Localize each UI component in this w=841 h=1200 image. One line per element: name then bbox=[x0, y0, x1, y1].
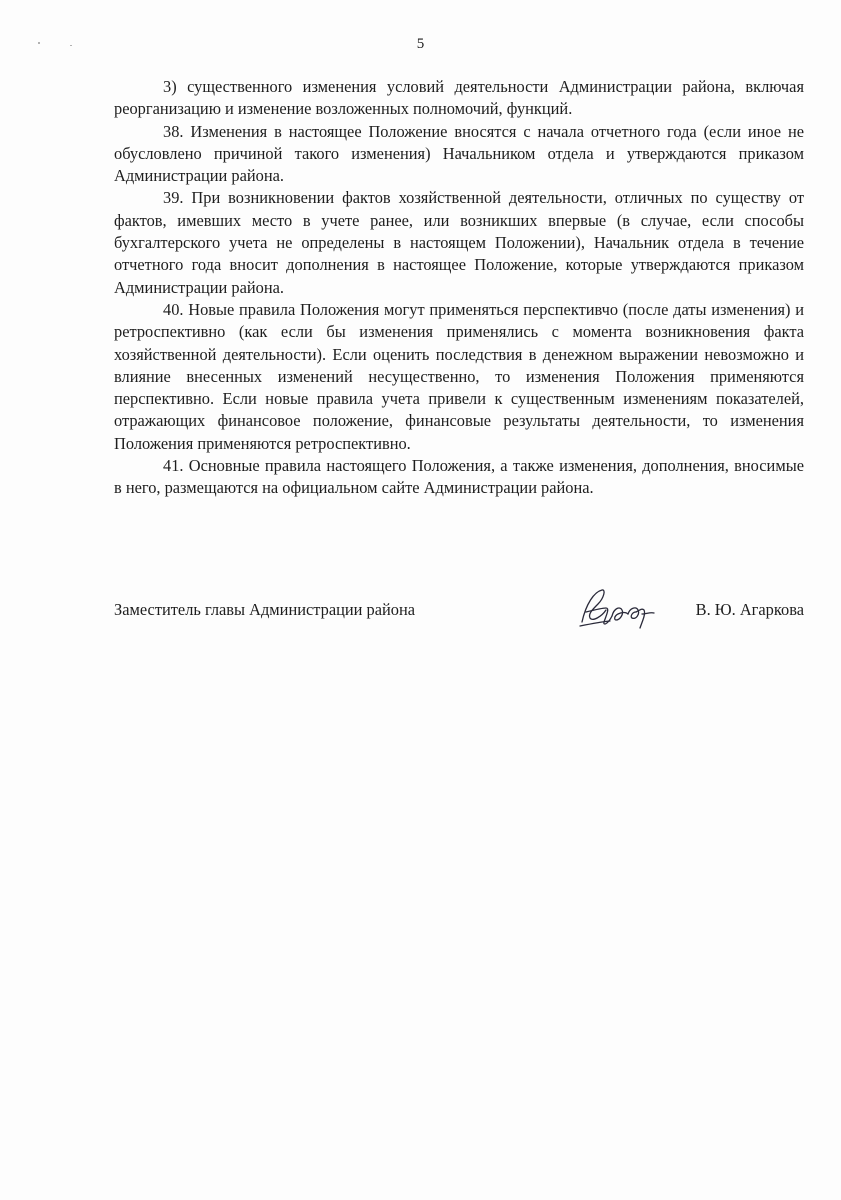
signature-block bbox=[114, 582, 804, 638]
paragraph-item-3: 3) существенного изменения условий деятельности Администрации района, включая реорганизацию и изменение возложенных полномочий, функций. bbox=[114, 77, 804, 119]
paragraph-40: 40. Новые правила Положения могут применяться перспективчо (после даты изменения) и ретроспективно (как если бы изменения применялись с момента возникновения факта хозяйственной деятельности). Если оценить последствия в денежном выражении невозможно и влияние внесенных изменений несущественно, то изменения Положения применяются перспективно. Если новые правила учета привели к существенным изменениям показателей, отражающих финансовое положение, финансовые результаты деятельности, то изменения Положения применяются ретроспективно. bbox=[114, 299, 804, 453]
signatory-name: В. Ю. Агаркова bbox=[695, 600, 804, 619]
signatory-position: Заместитель главы Администрации района bbox=[114, 600, 416, 619]
paragraph-38: 38. Изменения в настоящее Положение вносятся с начала отчетного года (если иное не обусловлено причиной такого изменения) Начальником отдела и утверждаются приказом Администрации района. bbox=[114, 121, 804, 186]
document-body bbox=[114, 76, 804, 500]
paragraph-41: 41. Основные правила настоящего Положения, а также изменения, дополнения, вносимые в него, размещаются на официальном сайте Администрации района. bbox=[114, 456, 804, 498]
paragraph-39: 39. При возникновении фактов хозяйственной деятельности, отличных по существу от фактов, имевших место в учете ранее, или возникших впервые (в случае, если способы бухгалтерского учета не определены в настоящем Положении), Начальник отдела в течение отчетного года вносит дополнения в настоящее Положение, которые утверждаются приказом Администрации района. bbox=[114, 188, 804, 297]
handwritten-signature bbox=[576, 582, 656, 634]
page-number: 5 bbox=[416, 36, 425, 52]
